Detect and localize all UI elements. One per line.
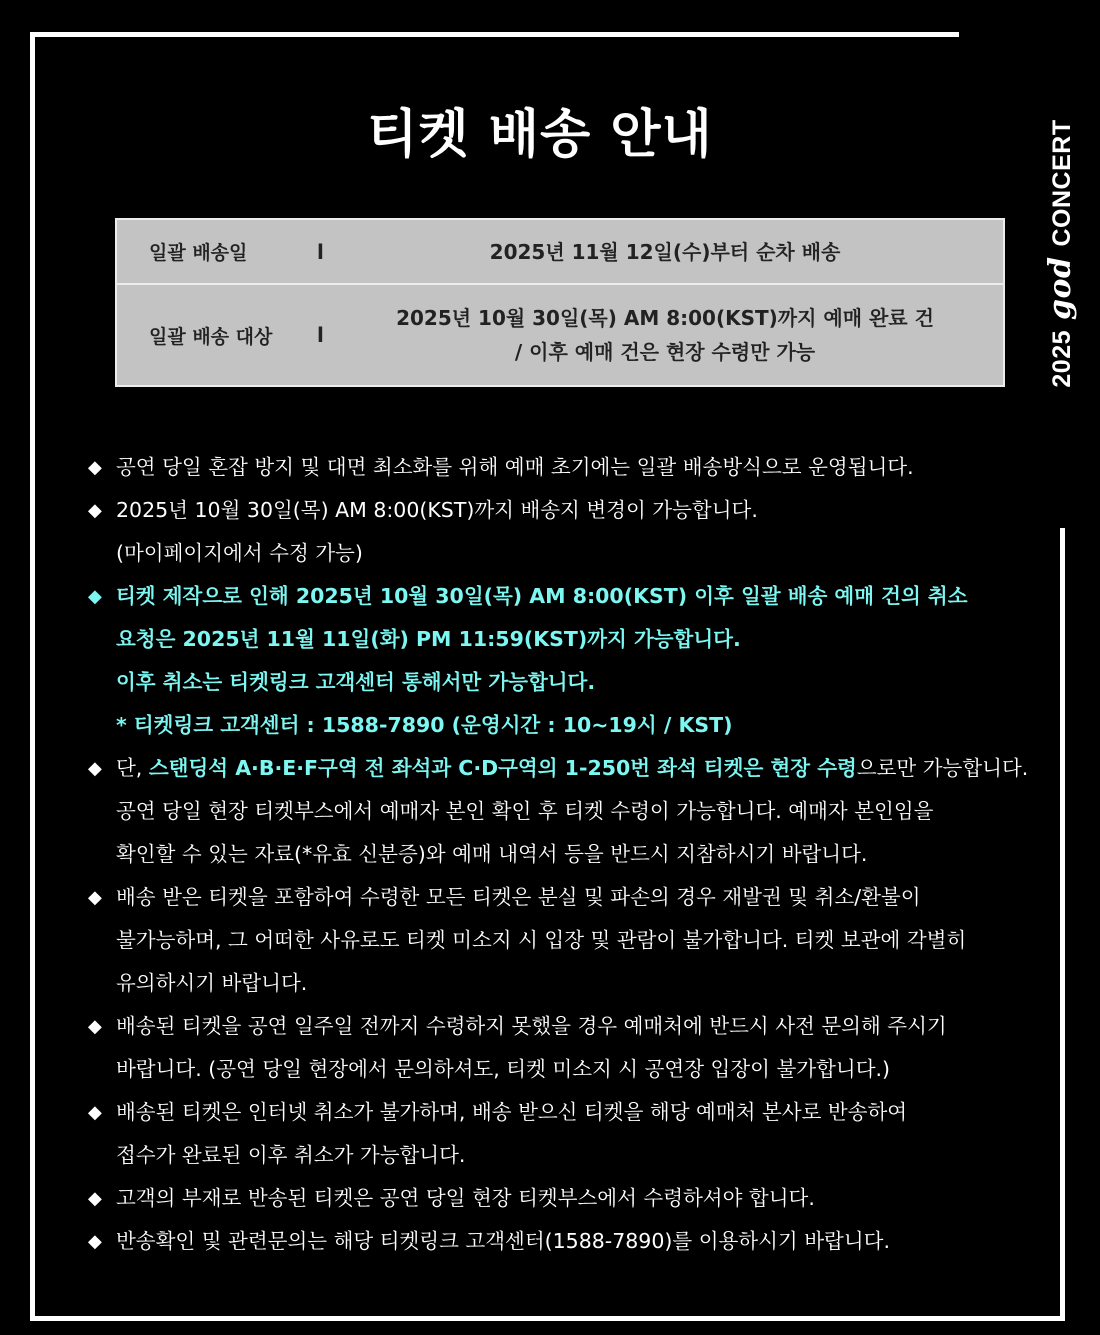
notice-line: 이후 취소는 티켓링크 고객센터 통해서만 가능합니다.	[116, 670, 596, 694]
notice-line: 배송 받은 티켓을 포함하여 수령한 모든 티켓은 분실 및 파손의 경우 재발권 및 취소/환불이	[116, 885, 921, 909]
notice-item	[88, 1091, 1028, 1177]
diamond-bullet-icon: ◆	[88, 500, 102, 521]
page-title: 티켓 배송 안내	[367, 105, 713, 165]
notice-line	[116, 747, 1028, 790]
info-separator: l	[317, 239, 324, 264]
notice-line: 2025년 10월 30일(목) AM 8:00(KST)까지 배송지 변경이 가능합니다.	[116, 498, 758, 522]
god-logo: god	[1042, 256, 1078, 320]
notice-line: (마이페이지에서 수정 가능)	[116, 541, 363, 565]
notice-list	[88, 446, 1028, 1263]
notice-item	[88, 1177, 1028, 1220]
notice-line: 반송확인 및 관련문의는 해당 티켓링크 고객센터(1588-7890)를 이용하시기 바랍니다.	[116, 1229, 890, 1253]
notice-line: 공연 당일 혼잡 방지 및 대면 최소화를 위해 예매 초기에는 일괄 배송방식으로 운영됩니다.	[116, 455, 914, 479]
notice-item	[88, 747, 1028, 876]
notice-prefix: 단,	[116, 756, 149, 780]
info-separator: l	[317, 323, 324, 347]
notice-item	[88, 446, 1028, 489]
notice-line: 배송된 티켓은 인터넷 취소가 불가하며, 배송 받으신 티켓을 해당 예매처 본사로 반송하여	[116, 1100, 908, 1124]
notice-item	[88, 489, 1028, 575]
onsite-pickup-highlight: 스탠딩석 A·B·E·F구역 전 좌석과 C·D구역의 1-250번 좌석 티켓은 현장 수령	[148, 756, 857, 780]
notice-line: 요청은 2025년 11월 11일(화) PM 11:59(KST)까지 가능합니다.	[116, 627, 741, 651]
notice-line: 확인할 수 있는 자료(*유효 신분증)와 예매 내역서 등을 반드시 지참하시기 바랍니다.	[116, 842, 868, 866]
diamond-bullet-icon: ◆	[88, 1016, 102, 1037]
info-value-line: / 이후 예매 건은 현장 수령만 가능	[514, 340, 816, 364]
info-label: 일괄 배송 대상	[149, 325, 273, 348]
notice-suffix: 으로만 가능합니다.	[856, 756, 1029, 780]
notice-line: 티켓 제작으로 인해 2025년 10월 30일(목) AM 8:00(KST) 이후 일괄 배송 예매 건의 취소	[116, 584, 968, 608]
info-row-delivery-date	[117, 220, 1003, 283]
info-row-delivery-target	[117, 283, 1003, 385]
notice-line: 배송된 티켓을 공연 일주일 전까지 수령하지 못했을 경우 예매처에 반드시 사전 문의해 주시기	[116, 1014, 947, 1038]
diamond-bullet-icon: ◆	[88, 457, 102, 478]
notice-item	[88, 1005, 1028, 1091]
frame-border-top	[30, 32, 959, 37]
info-value-line: 2025년 11월 12일(수)부터 순차 배송	[489, 239, 841, 264]
notice-line: 유의하시기 바랍니다.	[116, 971, 308, 995]
frame-border-right	[1060, 528, 1065, 1321]
info-value	[367, 235, 1003, 269]
delivery-info-table	[115, 218, 1005, 387]
notice-item-highlight	[88, 575, 1028, 747]
frame-border-bottom	[30, 1316, 1065, 1321]
diamond-bullet-icon: ◆	[88, 887, 102, 908]
notice-line: 고객의 부재로 반송된 티켓은 공연 당일 현장 티켓부스에서 수령하셔야 합니다.	[116, 1186, 815, 1210]
notice-line: 공연 당일 현장 티켓부스에서 예매자 본인 확인 후 티켓 수령이 가능합니다. 예매자 본인임을	[116, 799, 934, 823]
info-label: 일괄 배송일	[149, 242, 248, 264]
diamond-bullet-icon: ◆	[88, 1188, 102, 1209]
diamond-bullet-icon: ◆	[88, 758, 102, 779]
notice-item	[88, 1220, 1028, 1263]
frame-border-left	[30, 32, 35, 1321]
diamond-bullet-icon: ◆	[88, 1102, 102, 1123]
side-label-word: CONCERT	[1047, 119, 1076, 247]
diamond-bullet-icon: ◆	[88, 1231, 102, 1252]
customer-center-info: * 티켓링크 고객센터 : 1588-7890 (운영시간 : 10~19시 / KST)	[116, 713, 733, 737]
notice-line: 불가능하며, 그 어떠한 사유로도 티켓 미소지 시 입장 및 관람이 불가합니다. 티켓 보관에 각별히	[116, 928, 967, 952]
diamond-bullet-icon: ◆	[88, 586, 102, 607]
info-value-line: 2025년 10월 30일(목) AM 8:00(KST)까지 예매 완료 건	[396, 306, 934, 330]
info-value	[367, 301, 1003, 369]
notice-item	[88, 876, 1028, 1005]
side-label-year: 2025	[1047, 329, 1076, 388]
notice-line: 바랍니다. (공연 당일 현장에서 문의하셔도, 티켓 미소지 시 공연장 입장이 불가합니다.)	[116, 1057, 891, 1081]
notice-line: 접수가 완료된 이후 취소가 가능합니다.	[116, 1143, 466, 1167]
